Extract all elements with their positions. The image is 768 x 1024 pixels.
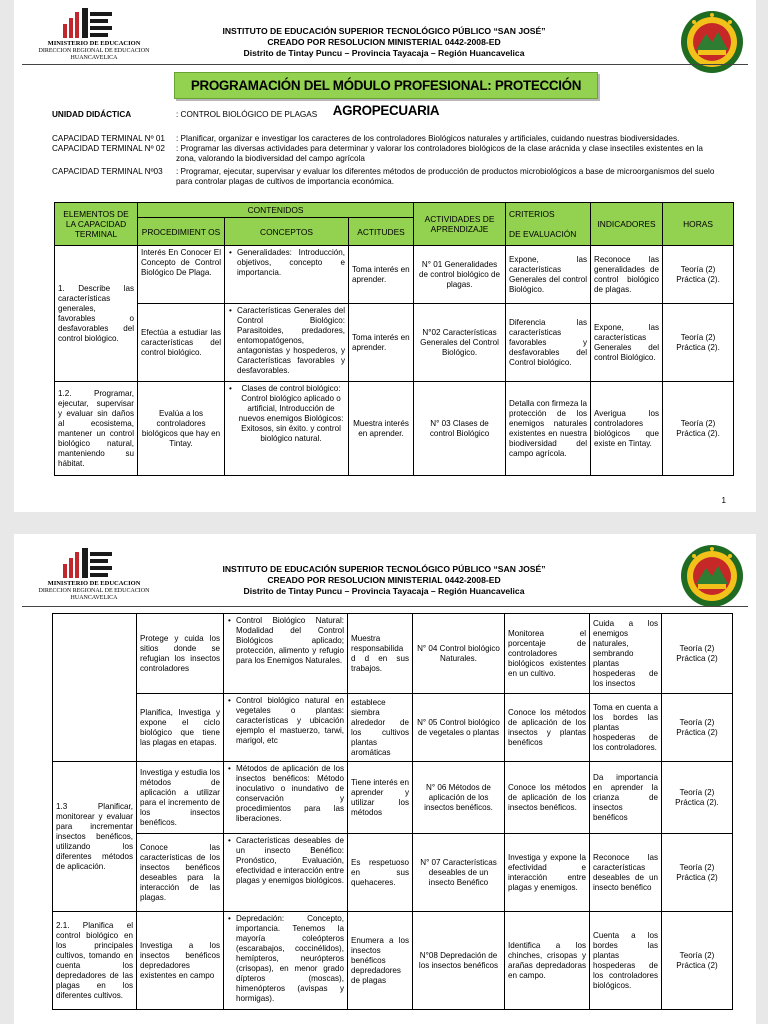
attitude-cell: establece siembra alrededor de los cultivos plantas aromáticas: [348, 694, 413, 762]
criteria-cell: Diferencia las características favorables y desfavorables del Control biológico.: [506, 304, 591, 382]
activity-cell: N° 07 Características deseables de un insecto Benéfico: [413, 834, 505, 912]
programming-table-page-2: [52, 613, 733, 1010]
header-criteria: CRITERIOS DE EVALUACIÓN: [506, 203, 591, 246]
concept-item: • Clases de control biológico: Control biológico aplicado o artificial, Introducción de nuevos enemigos Biológicos: Exitosos, sin éxito. y control biológico natural.: [237, 384, 345, 444]
header-attitudes: ACTITUDES: [349, 218, 414, 246]
table-row: [53, 762, 733, 834]
activity-cell: N° 04 Control biológico Naturales.: [413, 614, 505, 694]
header-indicators: INDICADORES: [591, 203, 663, 246]
hours-cell: Teoría (2) Práctica (2): [662, 834, 733, 912]
table-row: [53, 912, 733, 1010]
unit-label: UNIDAD DIDÁCTICA: [52, 110, 132, 119]
procedure-cell: Evalúa a los controladores biológicos que hay en Tintay.: [138, 382, 225, 476]
capacity-2-value: : Programar las diversas actividades para determinar y valorar los controladores biológicos de la clase arácnida y clase insectiles existentes en la zona, valorando la biodiversidad del campo agrícola: [176, 144, 703, 163]
capacity-3-value: : Programar, ejecutar, supervisar y evaluar los diferentes métodos de producción de productos microbiológicos a base de microorganismos del suelo para controlar plagas de cultivos de importancia económica.: [176, 167, 715, 186]
procedure-cell: Investiga y estudia los métodos de aplicación a utilizar para el incremento de los insectos benéficos.: [137, 762, 224, 834]
ministry-emblem-icon: [49, 548, 129, 578]
criteria-cell: Conoce los métodos de aplicación de los insectos y plantas benéficos: [505, 694, 590, 762]
concept-item: • Control Biológico Natural: Modalidad del Control Biológicos aplicado; protección, alimento y refugio para los Enemigos Naturales.: [236, 616, 344, 666]
hours-cell: Teoría (2) Práctica (2).: [662, 762, 733, 834]
concepts-cell: [225, 382, 349, 476]
table-row: [55, 382, 734, 476]
header-procedures: PROCEDIMIENT OS: [138, 218, 225, 246]
institute-name: INSTITUTO DE EDUCACIÓN SUPERIOR TECNOLÓGICO PÚBLICO “SAN JOSÉ”: [222, 564, 546, 574]
ministry-name: MINISTERIO DE EDUCACION: [47, 40, 141, 47]
indicator-cell: Toma en cuenta a los bordes las plantas hospederas de los controladores.: [590, 694, 662, 762]
institute-seal: [680, 544, 744, 608]
concepts-cell: [224, 834, 348, 912]
hours-cell: Teoría (2) Práctica (2).: [663, 304, 734, 382]
procedure-cell: Planifica, Investiga y expone el ciclo biológico que tiene las plagas en etapas.: [137, 694, 224, 762]
element-cell: 1. Describe las características generales, favorables o desfavorables del control biológico.: [55, 246, 138, 382]
concept-item: • Control biológico natural en vegetales o plantas: características y ubicación ejemplo el mastuerzo, tarwi, marigol, etc: [236, 696, 344, 746]
ministry-logo: [34, 8, 154, 62]
module-title-banner: PROGRAMACIÓN DEL MÓDULO PROFESIONAL: PROTECCIÓN AGROPECUARIA: [174, 72, 598, 99]
capacity-2-label: CAPACIDAD TERMINAL Nº 02: [52, 144, 165, 153]
hours-cell: Teoría (2) Práctica (2): [662, 694, 733, 762]
hours-cell: Teoría (2) Práctica (2).: [663, 246, 734, 304]
header-concepts: CONCEPTOS: [225, 218, 349, 246]
header-activities: ACTIVIDADES DE APRENDIZAJE: [414, 203, 506, 246]
hours-cell: Teoría (2) Práctica (2): [662, 912, 733, 1010]
concept-item: • Generalidades: Introducción, objetivos, concepto e importancia.: [237, 248, 345, 278]
table-row: [53, 834, 733, 912]
header-hours: HORAS: [663, 203, 734, 246]
concepts-cell: [225, 246, 349, 304]
concept-item: • Características Generales del Control Biológico: Parasitoides, predadores, entomopatógenos, antagonistas y hospederos, y Características favorables y desfavorables.: [237, 306, 345, 376]
programming-table-page-1: [54, 202, 734, 476]
institute-header: [164, 564, 604, 597]
concepts-cell: [224, 912, 348, 1010]
criteria-cell: Conoce los métodos de aplicación de los insectos benéficos.: [505, 762, 590, 834]
procedure-cell: Conoce las características de los insectos benéficos deseables para la interacción de las plagas.: [137, 834, 224, 912]
procedure-cell: Protege y cuida los sitios donde se refugian los insectos controladores: [137, 614, 224, 694]
criteria-cell: Identifica a los chinches, crisopas y arañas depredadoras en campo.: [505, 912, 590, 1010]
activity-cell: N° 06 Métodos de aplicación de los insectos benéficos.: [413, 762, 505, 834]
district-line: Distrito de Tintay Puncu – Provincia Tayacaja – Región Huancavelica: [243, 48, 525, 58]
table-row: [55, 246, 734, 304]
attitude-cell: Toma interés en aprender.: [349, 304, 414, 382]
attitude-cell: Es respetuoso en sus quehaceres.: [348, 834, 413, 912]
institute-name: INSTITUTO DE EDUCACIÓN SUPERIOR TECNOLÓGICO PÚBLICO “SAN JOSÉ”: [222, 26, 546, 36]
ministry-name: MINISTERIO DE EDUCACION: [47, 580, 141, 587]
procedure-cell: Investiga a los insectos benéficos depredadores existentes en campo: [137, 912, 224, 1010]
unit-value: : CONTROL BIOLÓGICO DE PLAGAS: [176, 110, 318, 119]
ministry-sub1: DIRECCION REGIONAL DE EDUCACION: [38, 588, 150, 594]
institute-seal-icon: [680, 544, 744, 608]
attitude-cell: Toma interés en aprender.: [349, 246, 414, 304]
hours-cell: Teoría (2) Práctica (2): [662, 614, 733, 694]
criteria-cell: Monitorea el porcentaje de controladores biológicos existentes en un cultivo.: [505, 614, 590, 694]
criteria-cell: Investiga y expone la efectividad e interacción entre plagas y enemigos.: [505, 834, 590, 912]
indicator-cell: Averigua los controladores biológicos que existe en Tintay.: [591, 382, 663, 476]
indicator-cell: Cuenta a los bordes las plantas hospederas de los controladores biológicos.: [590, 912, 662, 1010]
attitude-cell: Muestra interés en aprender.: [349, 382, 414, 476]
concepts-cell: [224, 694, 348, 762]
activity-cell: N° 05 Control biológico de vegetales o plantas: [413, 694, 505, 762]
table-row: [53, 694, 733, 762]
indicator-cell: Reconoce las generalidades de control biológico de plagas.: [591, 246, 663, 304]
ministry-sub2: HUANCAVELICA: [70, 595, 118, 601]
indicator-cell: Cuida a los enemigos naturales, sembrando plantas hospederas de los insectos: [590, 614, 662, 694]
resolution-line: CREADO POR RESOLUCION MINISTERIAL 0442-2008-ED: [267, 575, 501, 585]
ministry-sub2: HUANCAVELICA: [70, 55, 118, 61]
capacity-3-label: CAPACIDAD TERMINAL Nº03: [52, 167, 163, 176]
procedure-cell: Interés En Conocer El Concepto de Control Biológico De Plaga.: [138, 246, 225, 304]
activity-cell: N°08 Depredación de los insectos benéficos: [413, 912, 505, 1010]
element-cell: 2.1. Planifica el control biológico en los principales cultivos, tomando en cuenta los depredadores de las plagas en los diferentes cultivos.: [53, 912, 137, 1010]
attitude-cell: Tiene interés en aprender y utilizar los métodos: [348, 762, 413, 834]
capacity-1-label: CAPACIDAD TERMINAL Nº 01: [52, 134, 165, 143]
page-1: [14, 0, 756, 512]
activity-cell: N° 03 Clases de control Biológico: [414, 382, 506, 476]
resolution-line: CREADO POR RESOLUCION MINISTERIAL 0442-2008-ED: [267, 37, 501, 47]
element-cell: 1.2. Programar, ejecutar, supervisar y evaluar sin daños al ecosistema, mantener un control biológico natural, manteniendo su hábitat.: [55, 382, 138, 476]
page-number: 1: [721, 496, 726, 505]
concept-item: • Depredación: Concepto, importancia. Tenemos la mayoría coleópteros (escarabajos, coccinélidos), hemípteros, neurópteros (crisopas), en menor grado dípteros (moscas), himenópteros (avispas y hormigas).: [236, 914, 344, 1004]
concepts-cell: [225, 304, 349, 382]
element-cell: [53, 614, 137, 762]
ministry-logo: [34, 548, 154, 602]
page-2: [14, 534, 756, 1024]
hours-cell: Teoría (2) Práctica (2).: [663, 382, 734, 476]
activity-cell: N°02 Características Generales del Control Biológico.: [414, 304, 506, 382]
ministry-sub1: DIRECCION REGIONAL DE EDUCACION: [38, 48, 150, 54]
indicator-cell: Da importancia en aprender la crianza de insectos benéficos: [590, 762, 662, 834]
header-rule: [22, 64, 748, 65]
header-contents: CONTENIDOS: [138, 203, 414, 218]
concepts-cell: [224, 762, 348, 834]
attitude-cell: Enumera a los insectos benéficos depredadores de plagas: [348, 912, 413, 1010]
table-row: [55, 304, 734, 382]
ministry-emblem-icon: [49, 8, 129, 38]
criteria-cell: Detalla con firmeza la protección de los enemigos naturales existentes en nuestra biodiversidad del campo agrícola.: [506, 382, 591, 476]
attitude-cell: Muestra responsabilida d d en sus trabajos.: [348, 614, 413, 694]
table-row: [53, 614, 733, 694]
indicator-cell: Reconoce las características deseables de un insecto benéfico: [590, 834, 662, 912]
capacity-1-value: : Planificar, organizar e investigar los caracteres de los controladores Biológicos naturales y artificiales, cuidando nuestras biodiversidades.: [176, 134, 680, 143]
procedure-cell: Efectúa a estudiar las características del control biológico.: [138, 304, 225, 382]
concepts-cell: [224, 614, 348, 694]
concept-item: • Métodos de aplicación de los insectos benéficos: Método inoculativo o inundativo de conservación y procedimientos para las liberaciones.: [236, 764, 344, 824]
indicator-cell: Expone, las características Generales del control Biológico.: [591, 304, 663, 382]
concept-item: • Características deseables de un insecto Benéfico: Pronóstico, Evaluación, efectividad e interacción entre plagas y enemigos biológicos.: [236, 836, 344, 886]
district-line: Distrito de Tintay Puncu – Provincia Tayacaja – Región Huancavelica: [243, 586, 525, 596]
criteria-cell: Expone, las características Generales del control Biológico.: [506, 246, 591, 304]
activity-cell: N° 01 Generalidades de control biológico de plagas.: [414, 246, 506, 304]
header-rule: [22, 606, 748, 607]
header-elements: ELEMENTOS DE LA CAPACIDAD TERMINAL: [55, 203, 138, 246]
institute-header: [164, 26, 604, 59]
unit-info: [52, 110, 752, 190]
element-cell: 1.3 Planificar, monitorear y evaluar para incrementar insectos benéficos, utilizando los diferentes métodos de aplicación.: [53, 762, 137, 912]
